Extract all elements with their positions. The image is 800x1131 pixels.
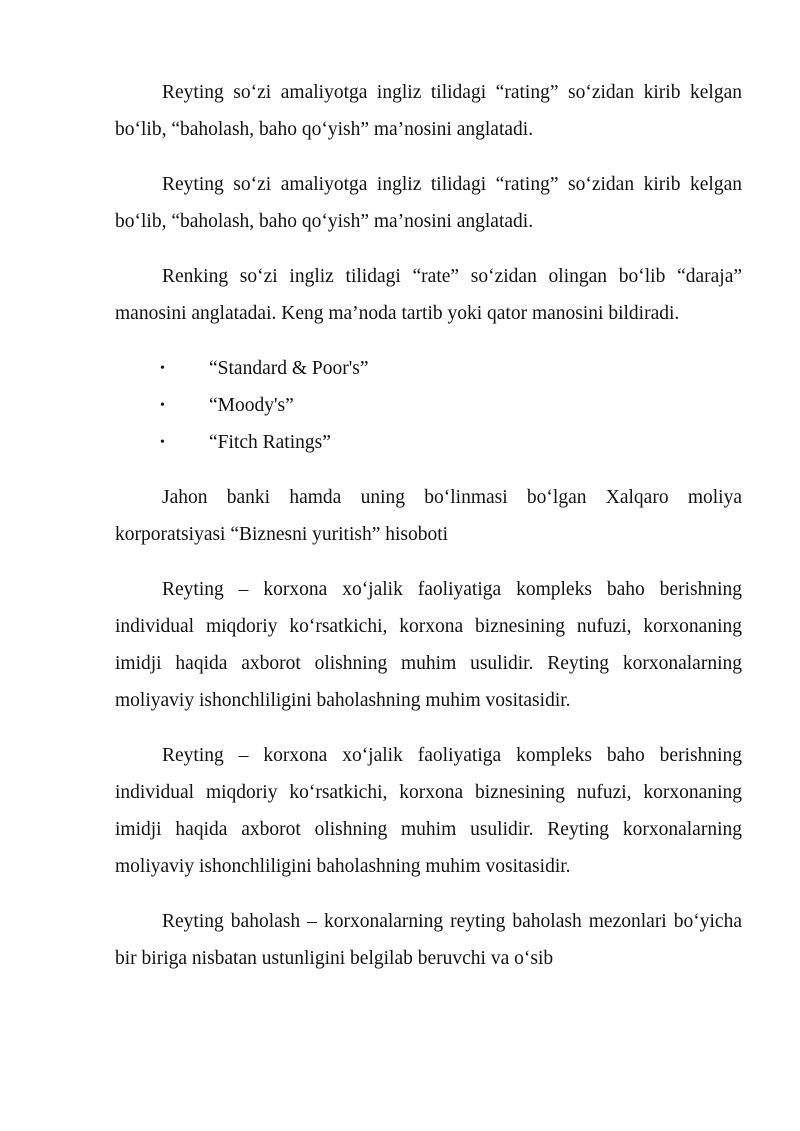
paragraph-rating-definition: Reyting so‘zi amaliyotga ingliz tilidagi “rating” so‘zidan kirib kelgan bo‘lib, “baholash, baho qo‘yish” ma’nosini anglatadi. — [115, 82, 742, 140]
paragraph-rating-indicator: Reyting – korxona xo‘jalik faoliyatiga kompleks baho berishning individual miqdoriy ko‘rsatkichi, korxona biznesining nufuzi, korxonaning imidji haqida axborot olishning muhim usulidir. Reyting korxonalarning moliyaviy ishonchliligini baholashning muhim vositasidir. — [115, 579, 742, 711]
list-item-label: “Fitch Ratings” — [209, 432, 331, 453]
bullet-icon: • — [160, 361, 165, 376]
paragraph-rating-assessment: Reyting baholash – korxonalarning reyting baholash mezonlari bo‘yicha bir biriga nisbatan ustunligini belgilab beruvchi va o‘sib — [115, 911, 742, 969]
document-body — [115, 74, 742, 995]
bullet-icon: • — [160, 398, 165, 413]
paragraph-ranking-definition: Renking so‘zi ingliz tilidagi “rate” so‘zidan olingan bo‘lib “daraja” manosini anglatadai. Keng ma’noda tartib yoki qator manosini bildiradi. — [115, 266, 742, 324]
list-item — [115, 387, 742, 424]
list-item — [115, 350, 742, 387]
paragraph-world-bank-report: Jahon banki hamda uning bo‘linmasi bo‘lgan Xalqaro moliya korporatsiyasi “Biznesni yuritish” hisoboti — [115, 487, 742, 545]
paragraph-rating-indicator-repeat: Reyting – korxona xo‘jalik faoliyatiga kompleks baho berishning individual miqdoriy ko‘rsatkichi, korxona biznesining nufuzi, korxonaning imidji haqida axborot olishning muhim usulidir. Reyting korxonalarning moliyaviy ishonchliligini baholashning muhim vositasidir. — [115, 745, 742, 877]
bullet-icon: • — [160, 435, 165, 450]
list-item-label: “Standard & Poor's” — [209, 358, 369, 379]
paragraph-rating-definition-repeat: Reyting so‘zi amaliyotga ingliz tilidagi “rating” so‘zidan kirib kelgan bo‘lib, “baholash, baho qo‘yish” ma’nosini anglatadi. — [115, 174, 742, 232]
list-item — [115, 424, 742, 461]
rating-agencies-list — [115, 350, 742, 461]
list-item-label: “Moody's” — [209, 395, 294, 416]
